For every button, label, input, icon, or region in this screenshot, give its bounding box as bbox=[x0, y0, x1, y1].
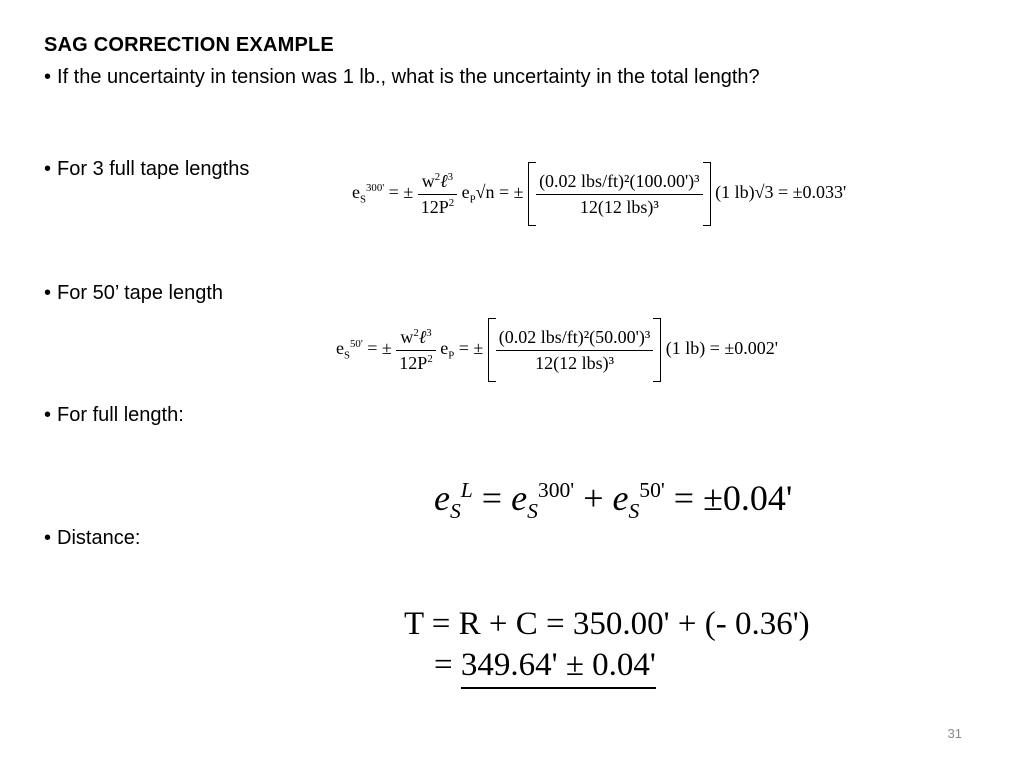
bullet-question-text: If the uncertainty in tension was 1 lb., what is the uncertainty in the total length? bbox=[57, 66, 760, 88]
page-number: 31 bbox=[947, 726, 962, 741]
bullet-full-tapes-text: For 3 full tape lengths bbox=[57, 158, 250, 180]
eq50-formula-fraction: $\frac{w^2\ell^3}{12P^2}$ bbox=[396, 327, 435, 374]
eq300-superscript: 300' bbox=[366, 182, 385, 195]
bullet-dot: • bbox=[44, 404, 52, 426]
eq50-superscript: 50' bbox=[350, 338, 363, 351]
eq300-values-fraction: $\frac{\text{(0.02 lbs/ft)²(100.00')³}}{\text{12(12 lbs)³}}$ bbox=[536, 171, 703, 218]
eq50-result: = ±0.002' bbox=[709, 338, 779, 359]
eq50-values-fraction: $\frac{\text{(0.02 lbs/ft)²(50.00')³}}{\text{12(12 lbs)³}}$ bbox=[496, 327, 654, 374]
bullet-partial-tape-text: For 50’ tape length bbox=[57, 282, 224, 304]
equation-total-sag-uncertainty: $e_S^L = e_S^{300'} + e_S^{50'} = \pm 0.04'$ bbox=[434, 478, 793, 524]
bullet-dot: • bbox=[44, 158, 52, 180]
bullet-full-length bbox=[44, 404, 184, 427]
slide-title: SAG CORRECTION EXAMPLE bbox=[44, 34, 334, 56]
bullet-dot: • bbox=[44, 527, 52, 549]
equation-300-sag-uncertainty: $e_S^{300'}$ = ± $\frac{w^2\ell^3}{12P^2}$ $e_P√n$ = ± $\frac{\text{(0.02 lbs/ft)²(100.00')³}}{\text{12(12 lbs)³}}$ (1 lb)√3 = ±0.033' bbox=[352, 162, 846, 226]
eq-distance-line2: 349.64' ± 0.04' bbox=[461, 647, 656, 689]
eq300-factor: (1 lb)√3 bbox=[715, 182, 774, 203]
bullet-distance bbox=[44, 527, 140, 550]
eq300-formula-fraction: $\frac{w^2\ell^3}{12P^2}$ bbox=[418, 171, 457, 218]
bullet-partial-tape bbox=[44, 282, 223, 305]
bullet-full-tapes bbox=[44, 158, 249, 181]
equation-50-sag-uncertainty: $e_S^{50'}$ = ± $\frac{w^2\ell^3}{12P^2}$ $e_P$ = ± $\frac{\text{(0.02 lbs/ft)²(50.00')³}}{\text{12(12 lbs)³}}$ (1 lb) = ±0.002' bbox=[336, 318, 778, 382]
bullet-dot: • bbox=[44, 282, 52, 304]
bullet-dot: • bbox=[44, 66, 52, 88]
bullet-full-length-text: For full length: bbox=[57, 404, 184, 426]
eq50-factor: (1 lb) bbox=[665, 338, 706, 359]
equation-distance bbox=[404, 604, 810, 687]
eq300-result: = ±0.033' bbox=[777, 182, 847, 203]
eq-total-result: = ±0.04' bbox=[673, 478, 793, 518]
eq-distance-line2-wrapper: = 349.64' ± 0.04' bbox=[404, 645, 810, 686]
bullet-distance-text: Distance: bbox=[57, 527, 141, 549]
bullet-question bbox=[44, 66, 760, 89]
eq-distance-line1: T = R + C = 350.00' + (- 0.36') bbox=[404, 606, 810, 642]
